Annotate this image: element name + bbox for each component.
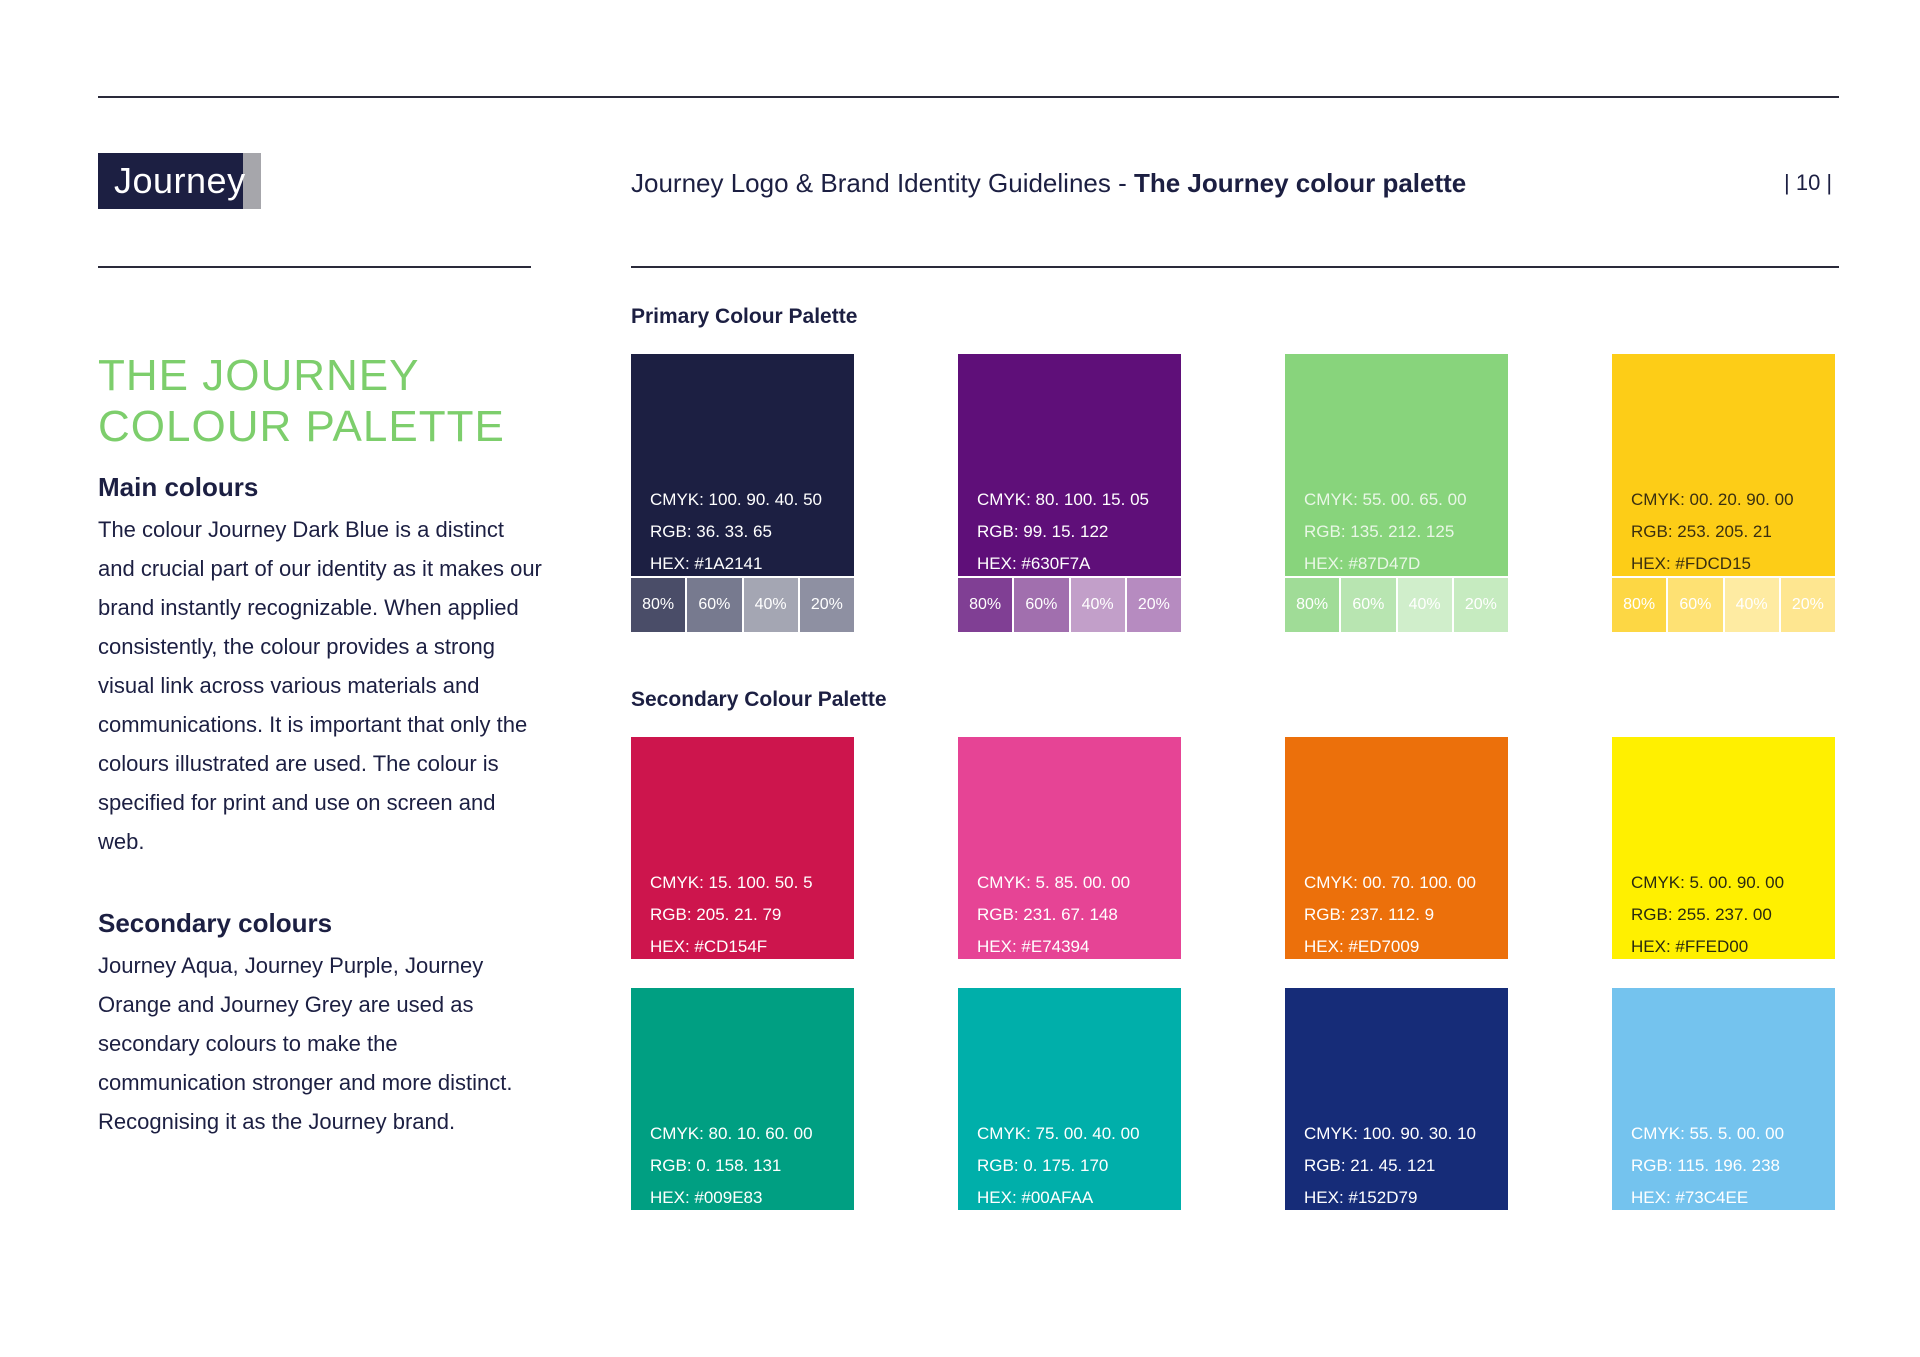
swatch-values xyxy=(650,1118,813,1214)
tint-cell: 80% xyxy=(1612,578,1666,632)
rgb-value: RGB: 231. 67. 148 xyxy=(977,905,1118,924)
tint-cell: 80% xyxy=(1285,578,1339,632)
tint-cell: 20% xyxy=(1127,578,1181,632)
primary-swatch-3 xyxy=(1285,354,1508,576)
tint-cell: 40% xyxy=(1398,578,1452,632)
cmyk-value: CMYK: 15. 100. 50. 5 xyxy=(650,873,813,892)
page-number: | 10 | xyxy=(1784,170,1833,195)
primary-swatch-4 xyxy=(1612,354,1835,576)
primary-swatch-2 xyxy=(958,354,1181,576)
tint-strip xyxy=(631,578,854,632)
secondary-swatch-2 xyxy=(958,737,1181,959)
tint-cell: 20% xyxy=(1454,578,1508,632)
rgb-value: RGB: 99. 15. 122 xyxy=(977,522,1109,541)
tint-cell: 20% xyxy=(800,578,854,632)
cmyk-value: CMYK: 55. 5. 00. 00 xyxy=(1631,1124,1785,1143)
document-title-regular: Journey Logo & Brand Identity Guidelines - xyxy=(631,168,1134,198)
main-colours-text: The colour Journey Dark Blue is a distinct and crucial part of our identity as it makes our brand instantly recognizable. When applied consistently, the colour provides a strong visual link across various materials and communications. It is important that only the colours illustrated are used. The colour is specified for print and use on screen and web. xyxy=(98,517,542,854)
tint-cell: 60% xyxy=(687,578,741,632)
secondary-swatch-5 xyxy=(631,988,854,1210)
logo-accent-bar xyxy=(243,153,261,209)
hex-value: HEX: #FFED00 xyxy=(1631,937,1749,956)
secondary-colours-text: Journey Aqua, Journey Purple, Journey Orange and Journey Grey are used as secondary colours to make the communication stronger and more distinct. Recognising it as the Journey brand. xyxy=(98,953,513,1134)
swatch-values xyxy=(977,867,1130,963)
page-heading xyxy=(98,350,505,452)
cmyk-value: CMYK: 00. 70. 100. 00 xyxy=(1304,873,1476,892)
hex-value: HEX: #CD154F xyxy=(650,937,768,956)
primary-swatch-1 xyxy=(631,354,854,576)
cmyk-value: CMYK: 5. 85. 00. 00 xyxy=(977,873,1131,892)
left-rule xyxy=(98,266,531,268)
logo-text: Journey xyxy=(114,160,246,201)
swatch-values xyxy=(650,484,822,580)
secondary-swatch-3 xyxy=(1285,737,1508,959)
secondary-colours-title: Secondary colours xyxy=(98,908,333,938)
cmyk-value: CMYK: 80. 100. 15. 05 xyxy=(977,490,1149,509)
rgb-value: RGB: 205. 21. 79 xyxy=(650,905,782,924)
swatch-values xyxy=(1631,484,1794,580)
top-rule xyxy=(98,96,1839,98)
hex-value: HEX: #87D47D xyxy=(1304,554,1421,573)
heading-line-2: COLOUR PALETTE xyxy=(98,402,505,451)
hex-value: HEX: #630F7A xyxy=(977,554,1091,573)
hex-value: HEX: #E74394 xyxy=(977,937,1090,956)
hex-value: HEX: #152D79 xyxy=(1304,1188,1418,1207)
hex-value: HEX: #73C4EE xyxy=(1631,1188,1749,1207)
rgb-value: RGB: 237. 112. 9 xyxy=(1304,905,1435,924)
secondary-swatch-8 xyxy=(1612,988,1835,1210)
rgb-value: RGB: 0. 158. 131 xyxy=(650,1156,782,1175)
primary-palette-label: Primary Colour Palette xyxy=(631,305,858,328)
secondary-swatch-1 xyxy=(631,737,854,959)
cmyk-value: CMYK: 55. 00. 65. 00 xyxy=(1304,490,1467,509)
hex-value: HEX: #00AFAA xyxy=(977,1188,1094,1207)
swatch-values xyxy=(977,1118,1140,1214)
tint-cell: 40% xyxy=(744,578,798,632)
hex-value: HEX: #ED7009 xyxy=(1304,937,1420,956)
rgb-value: RGB: 135. 212. 125 xyxy=(1304,522,1455,541)
tint-cell: 80% xyxy=(958,578,1012,632)
tint-cell: 20% xyxy=(1781,578,1835,632)
swatch-values xyxy=(977,484,1149,580)
rgb-value: RGB: 0. 175. 170 xyxy=(977,1156,1109,1175)
right-rule xyxy=(631,266,1839,268)
tint-strip xyxy=(1612,578,1835,632)
tint-strip xyxy=(958,578,1181,632)
rgb-value: RGB: 255. 237. 00 xyxy=(1631,905,1772,924)
main-colours-title: Main colours xyxy=(98,472,259,502)
document-title xyxy=(631,168,1466,199)
cmyk-value: CMYK: 5. 00. 90. 00 xyxy=(1631,873,1785,892)
swatch-values xyxy=(1631,1118,1784,1214)
tint-cell: 60% xyxy=(1668,578,1722,632)
tint-cell: 40% xyxy=(1725,578,1779,632)
cmyk-value: CMYK: 100. 90. 40. 50 xyxy=(650,490,822,509)
heading-line-1: THE JOURNEY xyxy=(98,351,420,400)
tint-cell: 60% xyxy=(1341,578,1395,632)
swatch-values xyxy=(1304,484,1467,580)
rgb-value: RGB: 21. 45. 121 xyxy=(1304,1156,1436,1175)
secondary-swatch-6 xyxy=(958,988,1181,1210)
secondary-swatch-4 xyxy=(1612,737,1835,959)
hex-value: HEX: #FDCD15 xyxy=(1631,554,1751,573)
rgb-value: RGB: 253. 205. 21 xyxy=(1631,522,1772,541)
hex-value: HEX: #009E83 xyxy=(650,1188,763,1207)
hex-value: HEX: #1A2141 xyxy=(650,554,763,573)
swatch-values xyxy=(1304,1118,1476,1214)
swatch-values xyxy=(1304,867,1476,963)
document-title-bold: The Journey colour palette xyxy=(1133,168,1467,198)
tint-cell: 60% xyxy=(1014,578,1068,632)
cmyk-value: CMYK: 100. 90. 30. 10 xyxy=(1304,1124,1476,1143)
tint-cell: 80% xyxy=(631,578,685,632)
cmyk-value: CMYK: 75. 00. 40. 00 xyxy=(977,1124,1140,1143)
rgb-value: RGB: 36. 33. 65 xyxy=(650,522,772,541)
swatch-values xyxy=(1631,867,1784,963)
cmyk-value: CMYK: 00. 20. 90. 00 xyxy=(1631,490,1794,509)
tint-cell: 40% xyxy=(1071,578,1125,632)
secondary-palette-label: Secondary Colour Palette xyxy=(631,688,887,711)
rgb-value: RGB: 115. 196. 238 xyxy=(1631,1156,1781,1175)
cmyk-value: CMYK: 80. 10. 60. 00 xyxy=(650,1124,813,1143)
secondary-swatch-7 xyxy=(1285,988,1508,1210)
swatch-values xyxy=(650,867,813,963)
tint-strip xyxy=(1285,578,1508,632)
